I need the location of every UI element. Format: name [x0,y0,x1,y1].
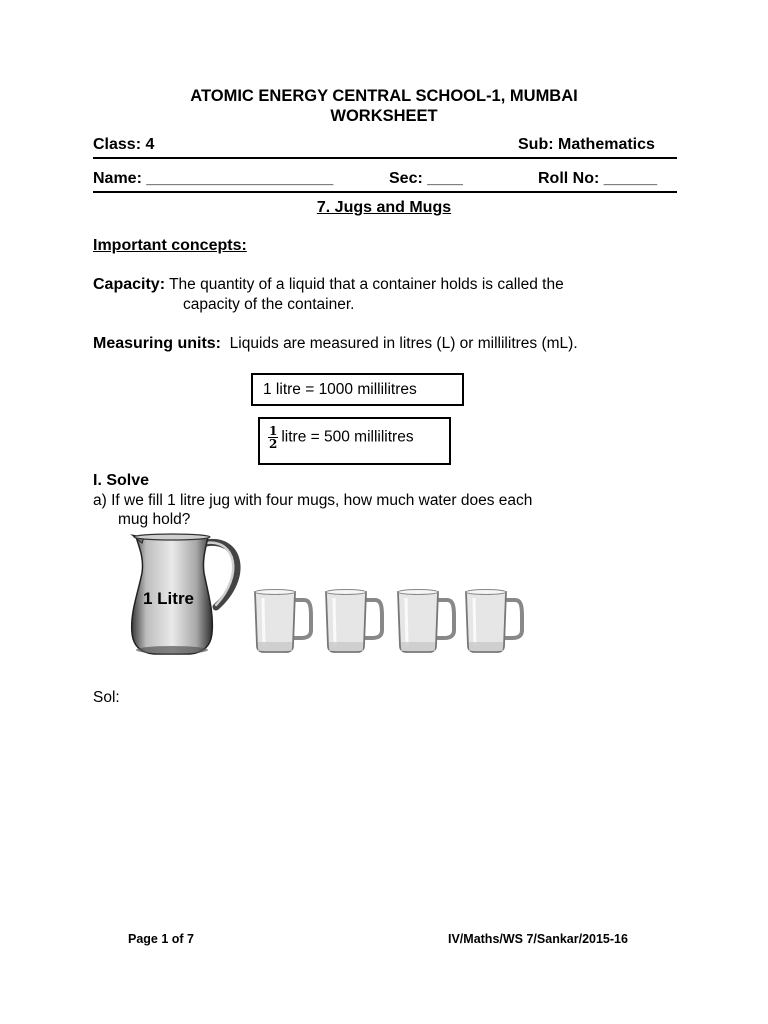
page-number: Page 1 of 7 [128,932,194,946]
name-divider [93,191,677,193]
capacity-term: Capacity: [93,276,166,293]
fraction-numerator: 1 [269,424,278,438]
conversion-text-1: 1 litre = 1000 millilitres [263,381,417,398]
name-field: Name: _____________________ [93,170,334,187]
solution-label: Sol: [93,689,120,706]
mug-icon [463,588,525,654]
mug-icon [323,588,385,654]
class-label: Class: 4 [93,136,155,153]
roll-number-field: Roll No: ______ [538,170,658,187]
fraction-denominator: 2 [269,437,278,451]
header-divider [93,157,677,159]
subject-label: Sub: Mathematics [518,136,655,153]
half-fraction [268,425,278,450]
chapter-title: 7. Jugs and Mugs [316,199,452,216]
units-text: Liquids are measured in litres (L) or millilitres (mL). [229,335,578,352]
section-heading: I. Solve [93,472,150,489]
document-reference: IV/Maths/WS 7/Sankar/2015-16 [448,932,628,946]
capacity-text-line2: capacity of the container. [183,296,355,313]
capacity-text-line1: The quantity of a liquid that a container holds is called the [169,276,564,293]
mug-icon [252,588,314,654]
conversion-box-litre [251,373,464,406]
mug-icon [395,588,457,654]
units-definition [93,335,578,353]
section-field: Sec: ____ [389,170,463,187]
conversion-box-half-litre [258,417,451,465]
jug-label: 1 Litre [143,589,195,608]
capacity-definition [93,276,564,294]
school-name: ATOMIC ENERGY CENTRAL SCHOOL-1, MUMBAI [190,87,578,105]
conversion-text-2: litre = 500 millilitres [281,428,414,446]
units-term: Measuring units: [93,335,222,352]
question-a-line2: mug hold? [118,511,191,528]
question-a-line1: a) If we fill 1 litre jug with four mugs, how much water does each [93,492,533,509]
worksheet-title: WORKSHEET [330,107,438,125]
concepts-heading: Important concepts: [93,237,247,254]
